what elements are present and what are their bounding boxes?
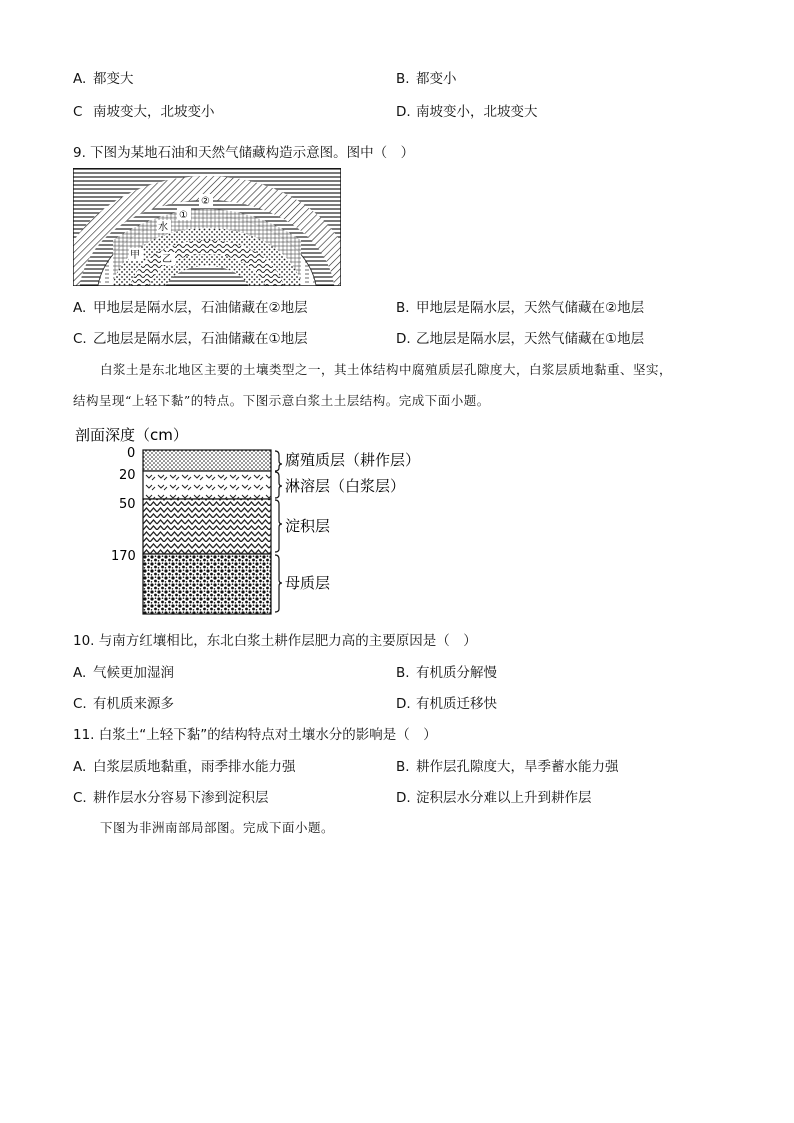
q11-option-b: B. 耕作层孔隙度大，旱季蓄水能力强 — [396, 759, 619, 775]
soil-profile-figure — [73, 422, 453, 618]
q8-option-c: C 南坡变大，北坡变小 — [73, 104, 215, 120]
label-2: ② — [201, 196, 210, 207]
q8-option-a: A. 都变大 — [73, 71, 134, 87]
layer-humus — [143, 450, 271, 471]
q11-option-c: C. 耕作层水分容易下渗到淀积层 — [73, 790, 269, 806]
passage-1-line-1: 白浆土是东北地区主要的土壤类型之一，其土体结构中腐殖质层孔隙度大，白浆层质地黏重、坚实， — [100, 362, 673, 377]
layer-label-humus: 腐殖质层（耕作层） — [285, 451, 421, 469]
q9-stem: 9. 下图为某地石油和天然气储藏构造示意图。图中（ ） — [73, 145, 415, 161]
layer-illuvial — [143, 499, 271, 554]
soil-axis-title: 剖面深度（cm） — [75, 426, 188, 444]
label-jia: 甲 — [130, 250, 140, 261]
q9-option-c: C. 乙地层是隔水层，石油储藏在①地层 — [73, 331, 308, 347]
q10-option-b: B. 有机质分解慢 — [396, 665, 497, 681]
q8-option-d: D. 南坡变小，北坡变大 — [396, 104, 538, 120]
q11-stem: 11. 白浆土“上轻下黏”的结构特点对土壤水分的影响是（ ） — [73, 727, 437, 743]
depth-50: 50 — [119, 497, 136, 512]
layer-label-illuvial: 淀积层 — [285, 517, 331, 535]
oil-gas-structure-figure — [73, 168, 341, 286]
label-water: 水 — [158, 222, 168, 233]
label-yi: 乙 — [162, 254, 172, 265]
depth-20: 20 — [119, 468, 136, 483]
q10-option-c: C. 有机质来源多 — [73, 696, 174, 712]
q10-stem: 10. 与南方红壤相比，东北白浆土耕作层肥力高的主要原因是（ ） — [73, 633, 477, 649]
label-1: ① — [179, 210, 188, 221]
q10-option-a: A. 气候更加湿润 — [73, 665, 174, 681]
depth-0: 0 — [127, 446, 136, 461]
q11-option-a: A. 白浆层质地黏重，雨季排水能力强 — [73, 759, 296, 775]
q11-option-d: D. 淀积层水分难以上升到耕作层 — [396, 790, 592, 806]
q9-option-d: D. 乙地层是隔水层，天然气储藏在①地层 — [396, 331, 645, 347]
passage-1-line-2: 结构呈现“上轻下黏”的特点。下图示意白浆土土层结构。完成下面小题。 — [73, 393, 490, 408]
passage-2-line-1: 下图为非洲南部局部图。完成下面小题。 — [100, 820, 335, 835]
layer-label-parent: 母质层 — [285, 574, 331, 592]
depth-170: 170 — [111, 549, 136, 564]
q9-option-a: A. 甲地层是隔水层，石油储藏在②地层 — [73, 300, 308, 316]
q8-option-b: B. 都变小 — [396, 71, 457, 87]
layer-parent — [143, 554, 271, 614]
q10-option-d: D. 有机质迁移快 — [396, 696, 497, 712]
q9-option-b: B. 甲地层是隔水层，天然气储藏在②地层 — [396, 300, 645, 316]
layer-label-eluvial: 淋溶层（白浆层） — [285, 477, 406, 495]
layer-eluvial — [143, 471, 271, 499]
